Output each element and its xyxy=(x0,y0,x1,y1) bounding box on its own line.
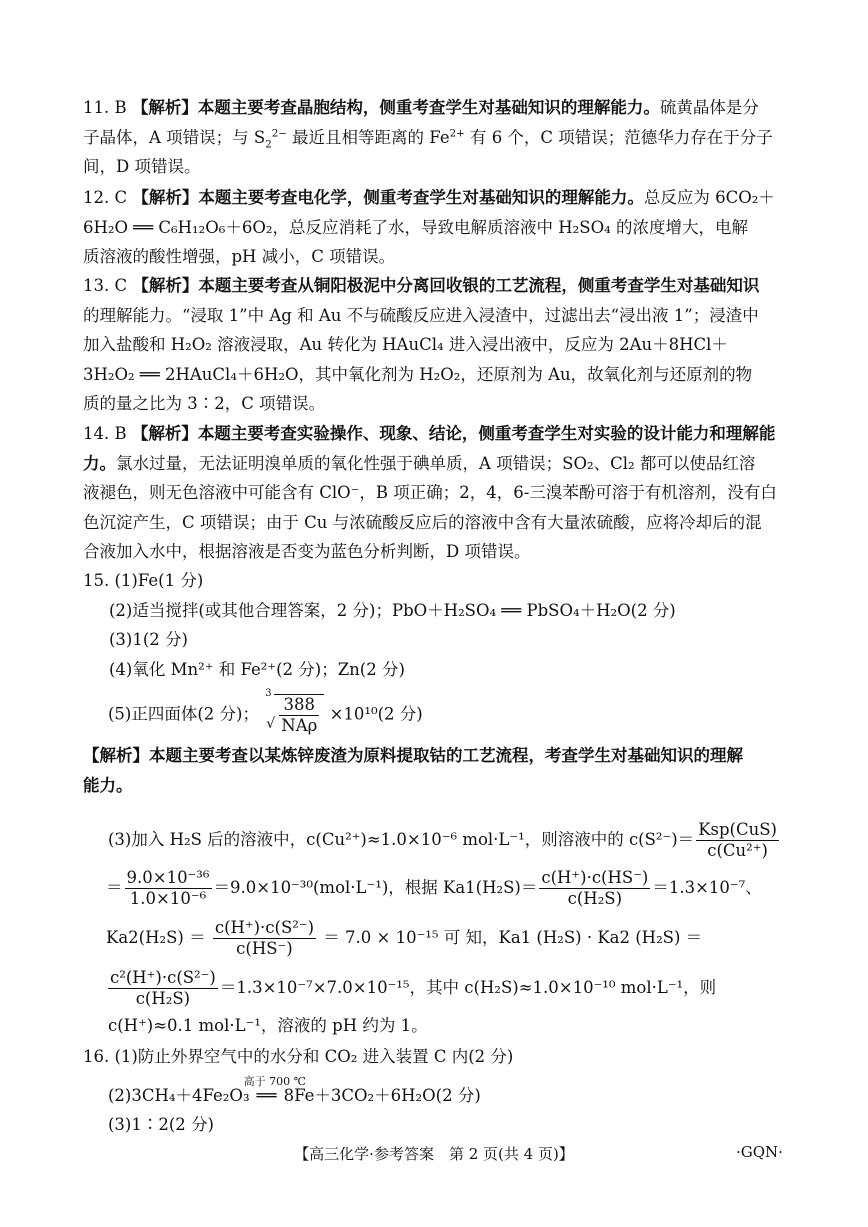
numerator: c(H⁺)·c(HS⁻) xyxy=(541,868,649,887)
q14-tag-tail: 力。 xyxy=(83,453,116,473)
q13-line-3: 加入盐酸和 H₂O₂ 溶液浸取，Au 转化为 HAuCl₄ 进入浸出液中，反应为 2Au＋8HCl＋ xyxy=(83,335,728,354)
ka2-fraction xyxy=(213,918,316,959)
q13-analysis-tag: 【解析】本题主要考查从铜阳极泥中分离回收银的工艺流程，侧重考查学生对基础知识 xyxy=(132,276,760,295)
q15-answer-5 xyxy=(108,688,423,736)
q16-number: 16. xyxy=(83,1047,115,1066)
q15-explanation-line-4 xyxy=(106,968,716,1009)
cube-root-expression xyxy=(264,688,324,736)
question-12 xyxy=(83,183,788,272)
q11-line-3: 间，D 项错误。 xyxy=(83,157,201,176)
q15-answer-1: (1)Fe(1 分) xyxy=(114,571,204,590)
q11-sup: 2− xyxy=(271,128,287,139)
question-11 xyxy=(83,93,788,182)
q14-line-2 xyxy=(83,449,788,479)
q11-analysis-tag: 【解析】本题主要考查晶胞结构，侧重考查学生对基础知识的理解能力。 xyxy=(131,98,660,117)
q12-line-1 xyxy=(83,183,788,213)
q16-line-1 xyxy=(83,1042,788,1072)
question-14 xyxy=(83,419,788,567)
q11-line-1 xyxy=(83,93,788,123)
product-fraction xyxy=(108,968,218,1009)
numerator: 388 xyxy=(279,695,319,716)
numerator: c²(H⁺)·c(S²⁻) xyxy=(110,968,216,987)
explanation-text: (3)加入 H₂S 后的溶液中，c(Cu²⁺)≈1.0×10⁻⁶ mol·L⁻¹，则溶液中的 c(S²⁻)＝ xyxy=(108,830,695,849)
q15-explanation-line-5: c(H⁺)≈0.1 mol·L⁻¹，溶液的 pH 约为 1。 xyxy=(108,1016,428,1035)
question-15 xyxy=(83,566,788,684)
reaction-arrow: 高于 700 ℃ ══ xyxy=(243,1075,306,1105)
value-fraction xyxy=(125,868,212,909)
q14-text: 氯水过量，无法证明溴单质的氧化性强于碘单质，A 项错误；SO₂、Cl₂ 都可以使品红溶 xyxy=(116,453,756,473)
q13-line-4: 3H₂O₂ ══ 2HAuCl₄＋6H₂O，其中氧化剂为 H₂O₂，还原剂为 Au，故氧化剂与还原剂的物 xyxy=(83,364,753,384)
q11-text: 硫黄晶体是分 xyxy=(659,98,759,117)
q15-explanation-head xyxy=(83,741,788,800)
ksp-fraction xyxy=(696,820,779,861)
q14-line-5: 合液加入水中，根据溶液是否变为蓝色分析判断，D 项错误。 xyxy=(83,542,531,561)
q13-line-1 xyxy=(83,271,788,301)
q15-number: 15. xyxy=(83,571,115,590)
question-13 xyxy=(83,271,788,419)
denominator: 1.0×10⁻⁶ xyxy=(129,889,207,908)
q16-equation-left: (2)3CH₄＋4Fe₂O₃ xyxy=(108,1086,250,1105)
q14-line-3: 液褪色，则无色溶液中可能含有 ClO⁻，B 项正确；2，4，6-三溴苯酚可溶于有机溶剂，没有白 xyxy=(83,483,777,502)
page-footer: 【高三化学·参考答案 第 2 页(共 4 页)】 xyxy=(294,1145,574,1163)
q15-answer-2: (2)适当搅拌(或其他合理答案，2 分)；PbO＋H₂SO₄ ══ PbSO₄＋H₂O(2 分) xyxy=(109,600,676,620)
radical-sign: √ xyxy=(266,716,276,732)
denominator: c(Cu²⁺) xyxy=(707,841,768,860)
radicand xyxy=(274,694,324,736)
q11-text: 最近且相等距离的 Fe xyxy=(286,127,450,147)
denominator: NAρ xyxy=(281,716,318,735)
denominator: c(HS⁻) xyxy=(236,939,293,958)
explanation-text: ＝9.0×10⁻³⁰(mol·L⁻¹)，根据 Ka1(H₂S)＝ xyxy=(213,878,538,897)
q14-number: 14. B xyxy=(83,424,132,443)
q11-text: 有 6 个，C 项错误；范德华力存在于分子 xyxy=(464,127,773,147)
q14-line-4: 色沉淀产生，C 项错误；由于 Cu 与浓硫酸反应后的溶液中含有大量浓硫酸，应将冷却后的混 xyxy=(83,512,762,532)
root-index: 3 xyxy=(265,688,272,699)
explanation-text: ＝ 7.0 × 10⁻¹⁵ 可 知，Ka1 (H₂S) · Ka2 (H₂S) ＝ xyxy=(318,928,703,947)
q15-analysis-tag-2: 能力。 xyxy=(83,775,133,795)
q16-answer-1: (1)防止外界空气中的水分和 CO₂ 进入装置 C 内(2 分) xyxy=(114,1047,514,1066)
q16-answer-2 xyxy=(108,1075,481,1106)
q12-analysis-tag: 【解析】本题主要考查电化学，侧重考查学生对基础知识的理解能力。 xyxy=(132,188,644,207)
reaction-condition: 高于 700 ℃ xyxy=(243,1075,306,1088)
q12-line-3: 质溶液的酸性增强，pH 减小，C 项错误。 xyxy=(83,247,396,266)
q12-number: 12. C xyxy=(83,188,133,207)
q11-line-2 xyxy=(83,123,788,153)
denominator: c(H₂S) xyxy=(567,889,623,908)
question-16 xyxy=(83,1042,788,1072)
numerator: 9.0×10⁻³⁶ xyxy=(126,868,210,887)
explanation-text: ＝1.3×10⁻⁷、 xyxy=(652,878,762,897)
denominator: c(H₂S) xyxy=(135,989,191,1008)
q11-number: 11. B xyxy=(83,98,132,117)
q11-text: 子晶体，A 项错误；与 S xyxy=(83,127,266,147)
q12-line-2: 6H₂O ══ C₆H₁₂O₆＋6O₂，总反应消耗了水，导致电解质溶液中 H₂SO₄ 的浓度增大，电解 xyxy=(83,217,748,237)
q15-answer-4: (4)氧化 Mn²⁺ 和 Fe²⁺(2 分)；Zn(2 分) xyxy=(109,659,405,679)
q15-explanation-line-3 xyxy=(106,918,702,959)
q14-analysis-tag: 【解析】本题主要考查实验操作、现象、结论，侧重考查学生对实验的设计能力和理解能 xyxy=(131,424,776,443)
q14-line-1 xyxy=(83,419,788,449)
q15-analysis-tag: 【解析】本题主要考查以某炼锌废渣为原料提取钴的工艺流程，考查学生对基础知识的理解 xyxy=(83,746,743,765)
q15-answer-3: (3)1(2 分) xyxy=(109,630,188,649)
q13-number: 13. C xyxy=(83,276,133,295)
q15-line-1 xyxy=(83,566,788,596)
fraction xyxy=(279,695,319,736)
ka1-fraction xyxy=(539,868,650,909)
q12-text: 总反应为 6CO₂＋ xyxy=(643,188,775,207)
q11-sup: 2+ xyxy=(449,128,465,139)
q15-answer-5-text: (5)正四面体(2 分)； xyxy=(108,704,259,724)
q16-answer-3: (3)1∶2(2 分) xyxy=(108,1115,214,1134)
q13-line-2: 的理解能力。“浸取 1”中 Ag 和 Au 不与硫酸反应进入浸渣中，过滤出去“浸出液 1”；浸渣中 xyxy=(83,305,759,325)
q15-answer-5-unit: ×10¹⁰(2 分) xyxy=(329,704,423,724)
footer-code: ·GQN· xyxy=(736,1143,783,1161)
explanation-text: ＝1.3×10⁻⁷×7.0×10⁻¹⁵，其中 c(H₂S)≈1.0×10⁻¹⁰ mol·L⁻¹，则 xyxy=(219,978,717,997)
q15-explanation-line-2 xyxy=(106,868,762,909)
explanation-text: Ka2(H₂S) ＝ xyxy=(106,928,211,947)
q11-sub: 2 xyxy=(265,138,272,150)
q16-equation-right: 8Fe＋3CO₂＋6H₂O(2 分) xyxy=(283,1086,481,1105)
q15-explanation-line-1 xyxy=(108,820,781,861)
numerator: Ksp(CuS) xyxy=(698,820,777,839)
q13-line-5: 质的量之比为 3∶2，C 项错误。 xyxy=(83,394,326,413)
equals-sign: ＝ xyxy=(106,878,123,897)
numerator: c(H⁺)·c(S²⁻) xyxy=(214,918,315,937)
